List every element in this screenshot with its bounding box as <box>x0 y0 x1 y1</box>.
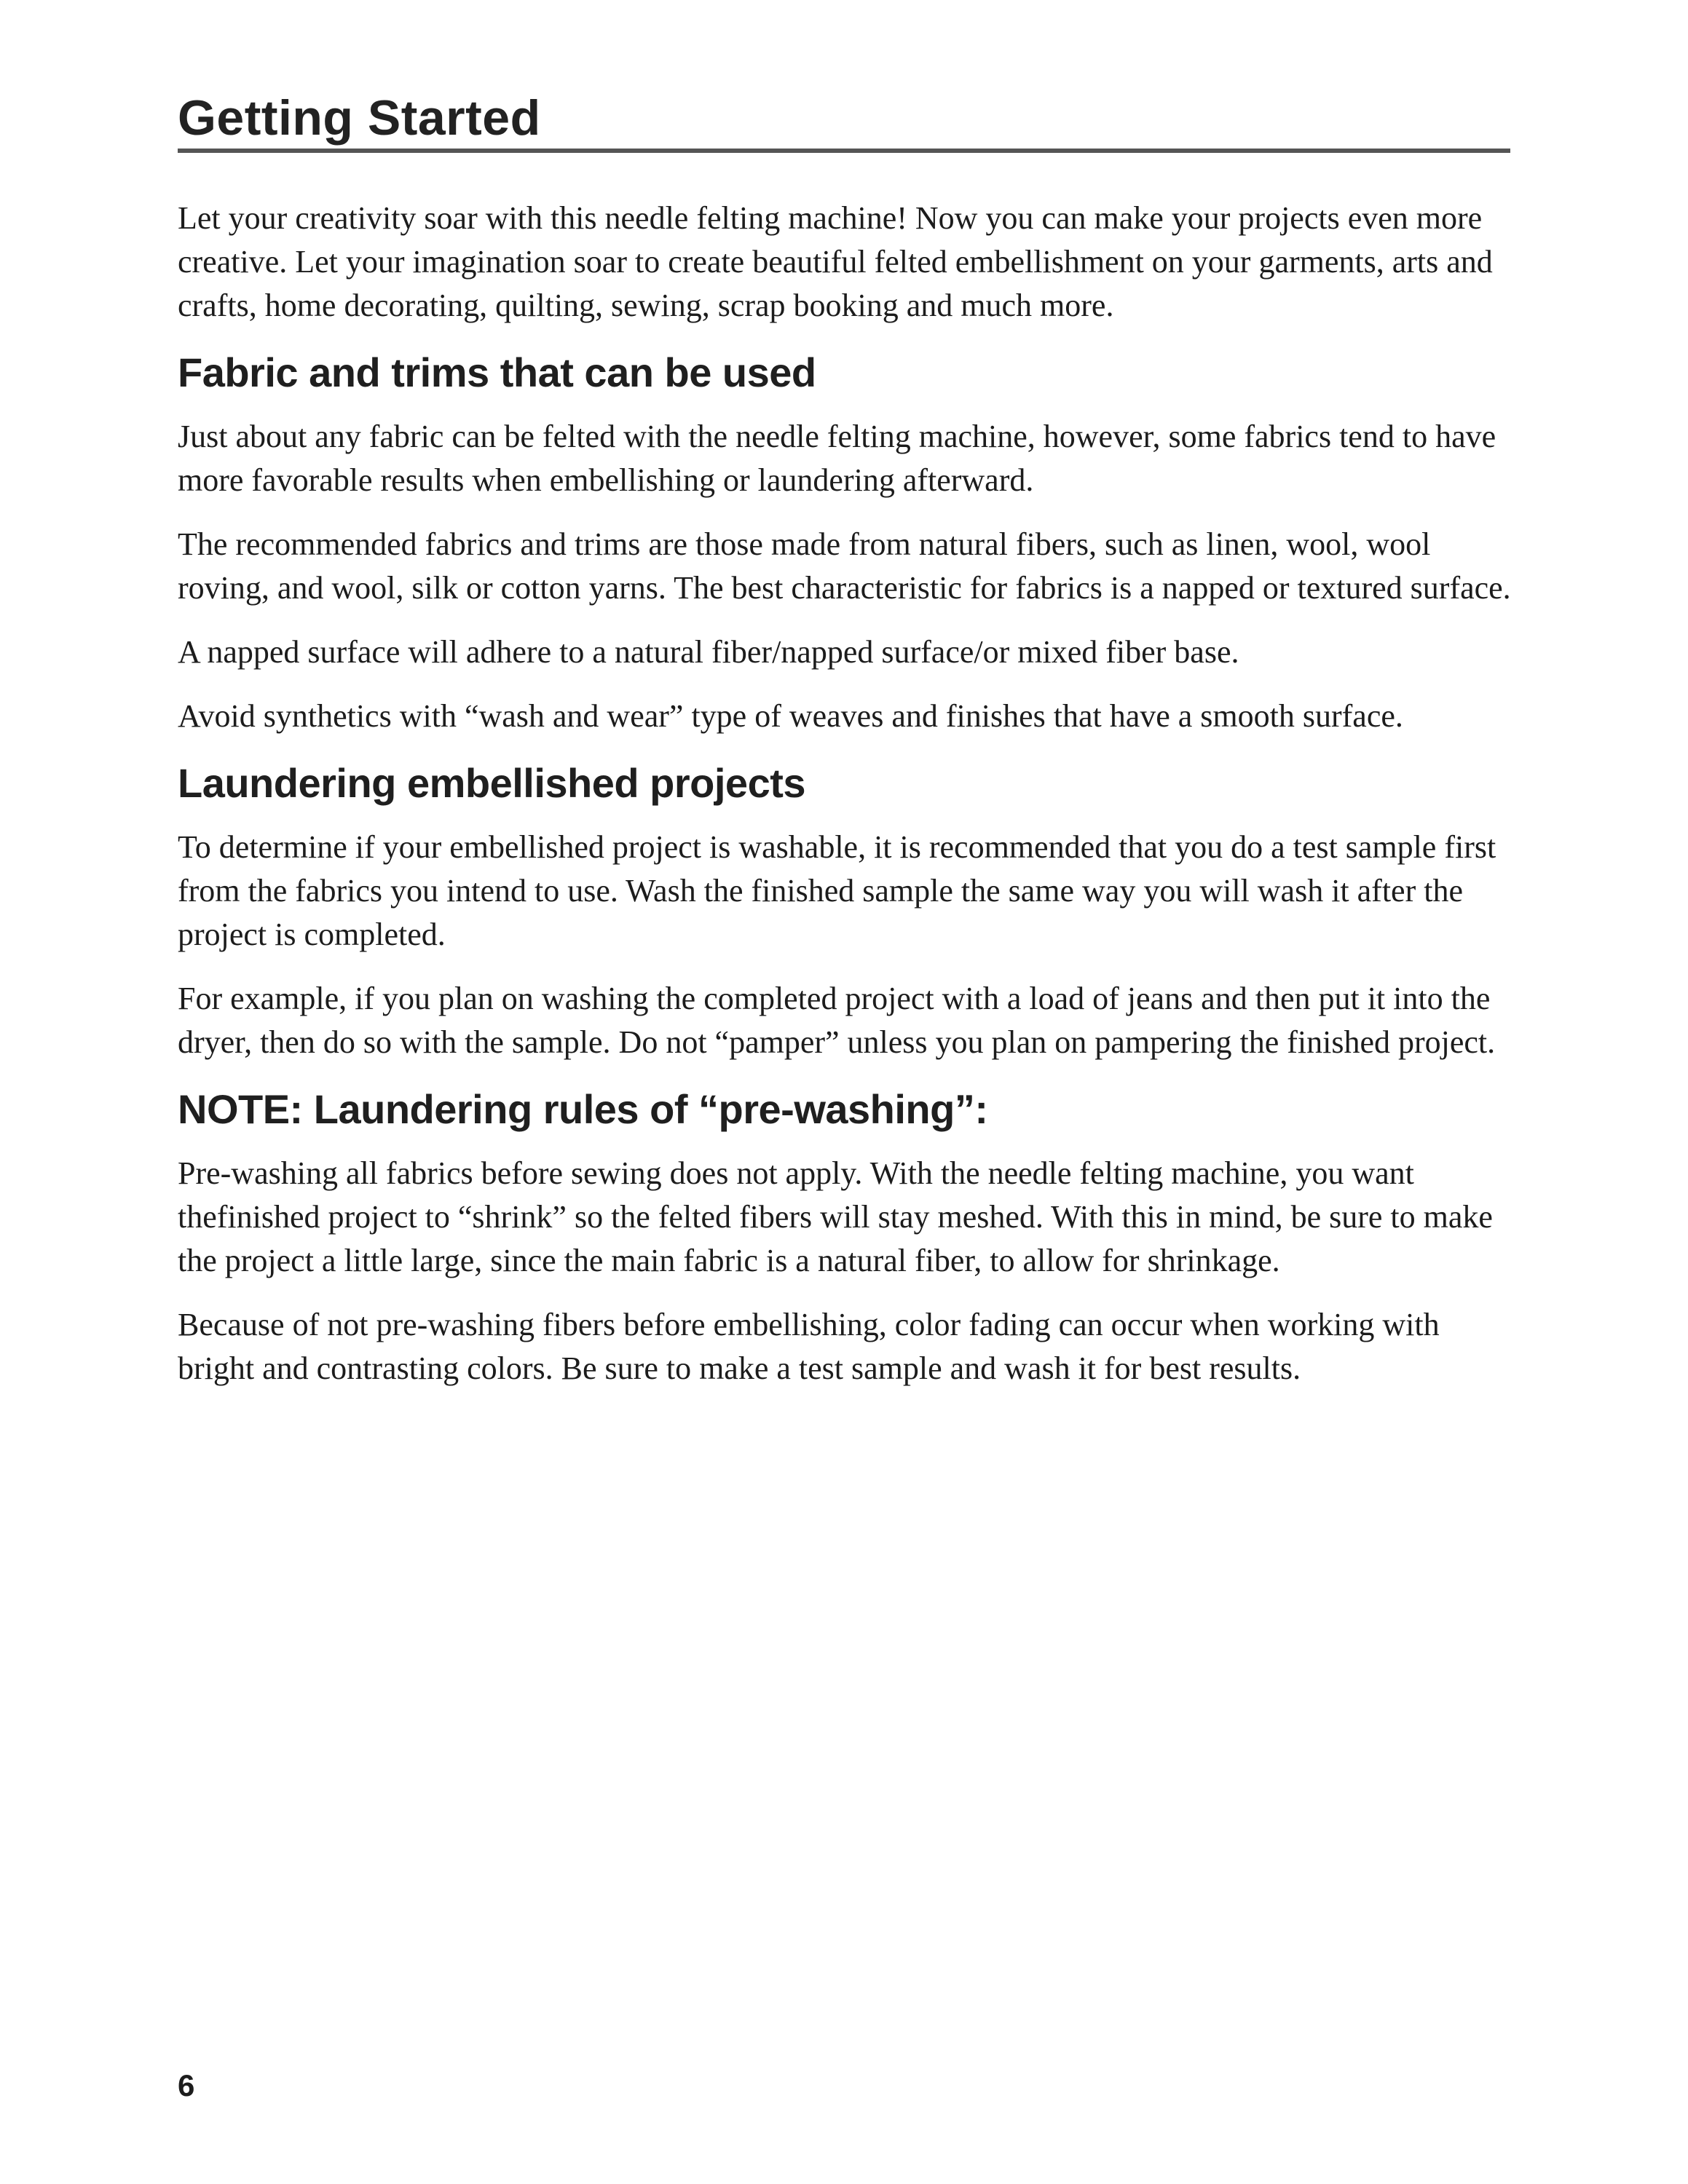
page-number: 6 <box>178 2068 195 2102</box>
section-heading-laundering: Laundering embellished projects <box>178 760 806 806</box>
paragraph: Avoid synthetics with “wash and wear” type of weaves and finishes that have a smooth surface. <box>178 698 1403 734</box>
intro-paragraph: Let your creativity soar with this needle felting machine! Now you can make your projects even more creative. Let your imagination soar to create beautiful felted embellishment on your garments, arts and crafts, home decorating, quilting, sewing, scrap booking and much more. <box>178 200 1493 323</box>
paragraph: To determine if your embellished project is washable, it is recommended that you do a test sample first from the fabrics you intend to use. Wash the finished sample the same way you will wash it after the project is completed. <box>178 829 1496 952</box>
page-content <box>178 197 1518 1411</box>
paragraph: The recommended fabrics and trims are those made from natural fibers, such as linen, wool, wool roving, and wool, silk or cotton yarns. The best characteristic for fabrics is a napped or textured surface. <box>178 526 1511 606</box>
section-heading-note-prewashing: NOTE: Laundering rules of “pre-washing”: <box>178 1086 988 1132</box>
title-bar <box>178 89 1510 153</box>
paragraph: Just about any fabric can be felted with the needle felting machine, however, some fabrics tend to have more favorable results when embellishing or laundering afterward. <box>178 419 1496 498</box>
paragraph: A napped surface will adhere to a natural fiber/napped surface/or mixed fiber base. <box>178 634 1239 670</box>
page-title: Getting Started <box>178 90 541 146</box>
section-heading-fabric-trims: Fabric and trims that can be used <box>178 349 816 395</box>
paragraph: For example, if you plan on washing the completed project with a load of jeans and then put it into the dryer, then do so with the sample. Do not “pamper” unless you plan on pampering the finished project. <box>178 981 1496 1060</box>
paragraph: Pre-washing all fabrics before sewing does not apply. With the needle felting machine, you want thefinished project to “shrink” so the felted fibers will stay meshed. With this in mind, be sure to make the project a little large, since the main fabric is a natural fiber, to allow for shrinkage. <box>178 1155 1493 1278</box>
document-page <box>178 0 1518 2184</box>
paragraph: Because of not pre-washing fibers before embellishing, color fading can occur when working with bright and contrasting colors. Be sure to make a test sample and wash it for best results. <box>178 1307 1440 1386</box>
